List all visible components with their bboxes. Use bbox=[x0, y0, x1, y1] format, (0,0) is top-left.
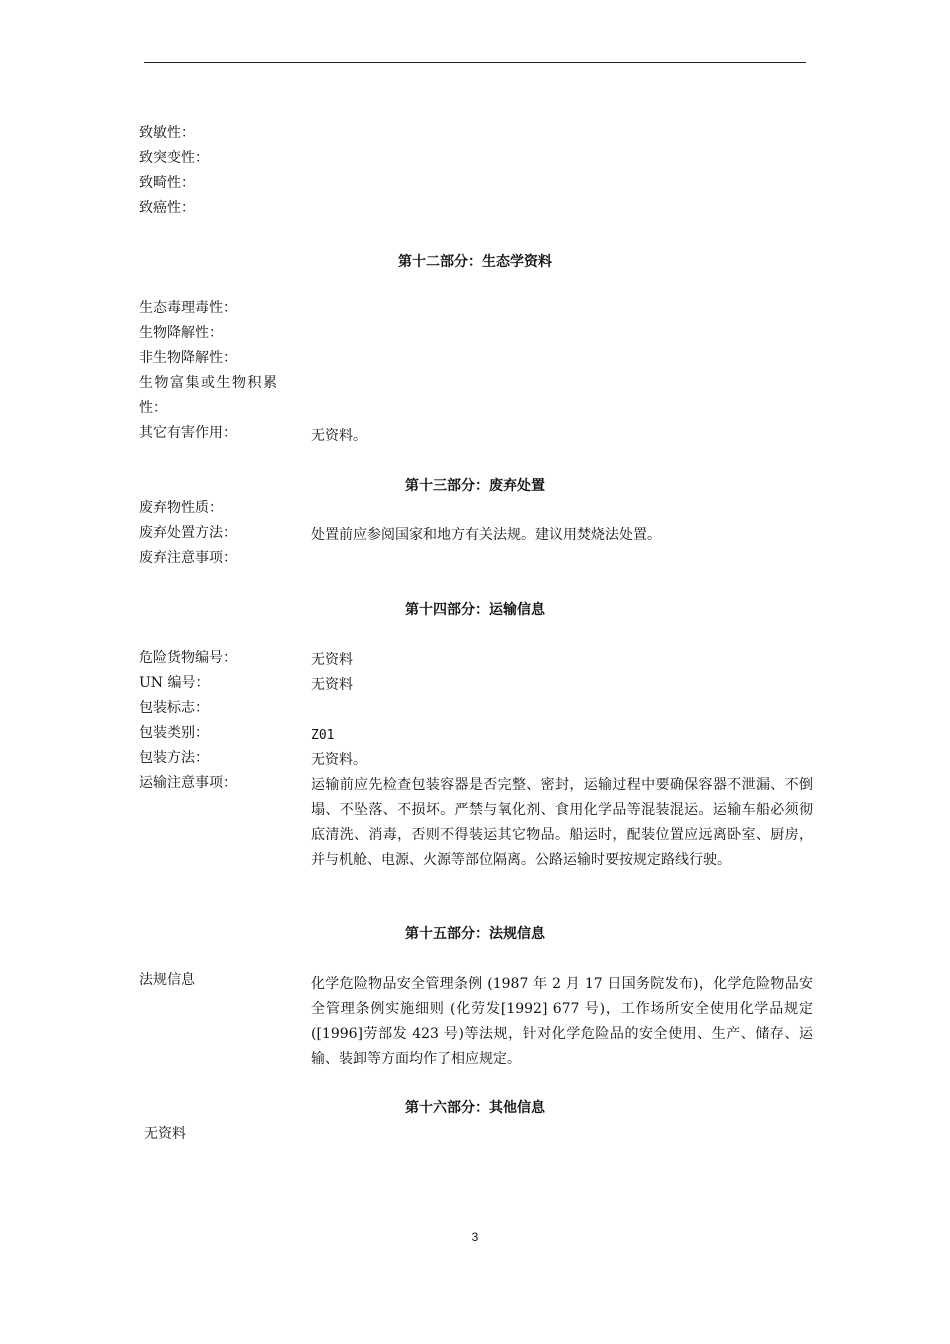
teratogenicity-label: 致畸性： bbox=[139, 175, 195, 191]
section-12-heading: 第十二部分：生态学资料 bbox=[398, 254, 552, 270]
bioaccumulation-label-cont: 性： bbox=[139, 400, 167, 416]
mutagenicity-label: 致突变性： bbox=[139, 150, 209, 166]
dg-number-value: 无资料 bbox=[311, 652, 353, 668]
un-number-value: 无资料 bbox=[311, 677, 353, 693]
disposal-method-value: 处置前应参阅国家和地方有关法规。建议用焚烧法处置。 bbox=[311, 527, 661, 543]
other-effects-label: 其它有害作用： bbox=[139, 425, 237, 441]
package-category-label: 包装类别： bbox=[139, 725, 209, 741]
regulation-label: 法规信息 bbox=[139, 972, 195, 988]
non-biodegradability-label: 非生物降解性： bbox=[139, 350, 237, 366]
package-method-label: 包装方法： bbox=[139, 750, 209, 766]
disposal-method-label: 废弃处置方法： bbox=[139, 525, 237, 541]
carcinogenicity-label: 致癌性： bbox=[139, 200, 195, 216]
transport-notes-value: 运输前应先检查包装容器是否完整、密封，运输过程中要确保容器不泄漏、不倒塌、不坠落、不损坏。严禁与氧化剂、食用化学品等混装混运。运输车船必须彻底清洗、消毒，否则不得装运其它物品。船运时，配装位置应远离卧室、厨房，并与机舱、电源、火源等部位隔离。公路运输时要按规定路线行驶。 bbox=[311, 777, 813, 868]
header-rule bbox=[144, 62, 806, 63]
sensitization-label: 致敏性： bbox=[139, 125, 195, 141]
un-number-label: UN 编号： bbox=[139, 675, 210, 691]
transport-notes-label: 运输注意事项： bbox=[139, 775, 237, 791]
section-14-heading: 第十四部分：运输信息 bbox=[405, 602, 545, 618]
bioaccumulation-label: 生物富集或生物积累 bbox=[139, 375, 279, 391]
other-effects-value: 无资料。 bbox=[311, 428, 367, 444]
regulation-value: 化学危险物品安全管理条例 (1987 年 2 月 17 日国务院发布)，化学危险物品安全管理条例实施细则 (化劳发[1992] 677 号)，工作场所安全使用化学品规定 ([1996]劳部发 423 号)等法规，针对化学危险品的安全使用、生产、储存、运输、装卸等方面均作了相应规定。 bbox=[311, 976, 813, 1067]
biodegradability-label: 生物降解性： bbox=[139, 325, 223, 341]
page-number: 3 bbox=[471, 1230, 479, 1244]
disposal-notes-label: 废弃注意事项： bbox=[139, 550, 237, 566]
section-13-heading: 第十三部分：废弃处置 bbox=[405, 478, 545, 494]
eco-toxicity-label: 生态毒理毒性： bbox=[139, 300, 237, 316]
package-mark-label: 包装标志： bbox=[139, 700, 209, 716]
section-16-heading: 第十六部分：其他信息 bbox=[405, 1100, 545, 1116]
package-method-value: 无资料。 bbox=[311, 752, 367, 768]
waste-nature-label: 废弃物性质： bbox=[139, 500, 223, 516]
package-category-value: Z01 bbox=[311, 728, 335, 743]
other-info-value: 无资料 bbox=[144, 1126, 186, 1142]
dg-number-label: 危险货物编号： bbox=[139, 650, 237, 666]
section-15-heading: 第十五部分：法规信息 bbox=[405, 926, 545, 942]
